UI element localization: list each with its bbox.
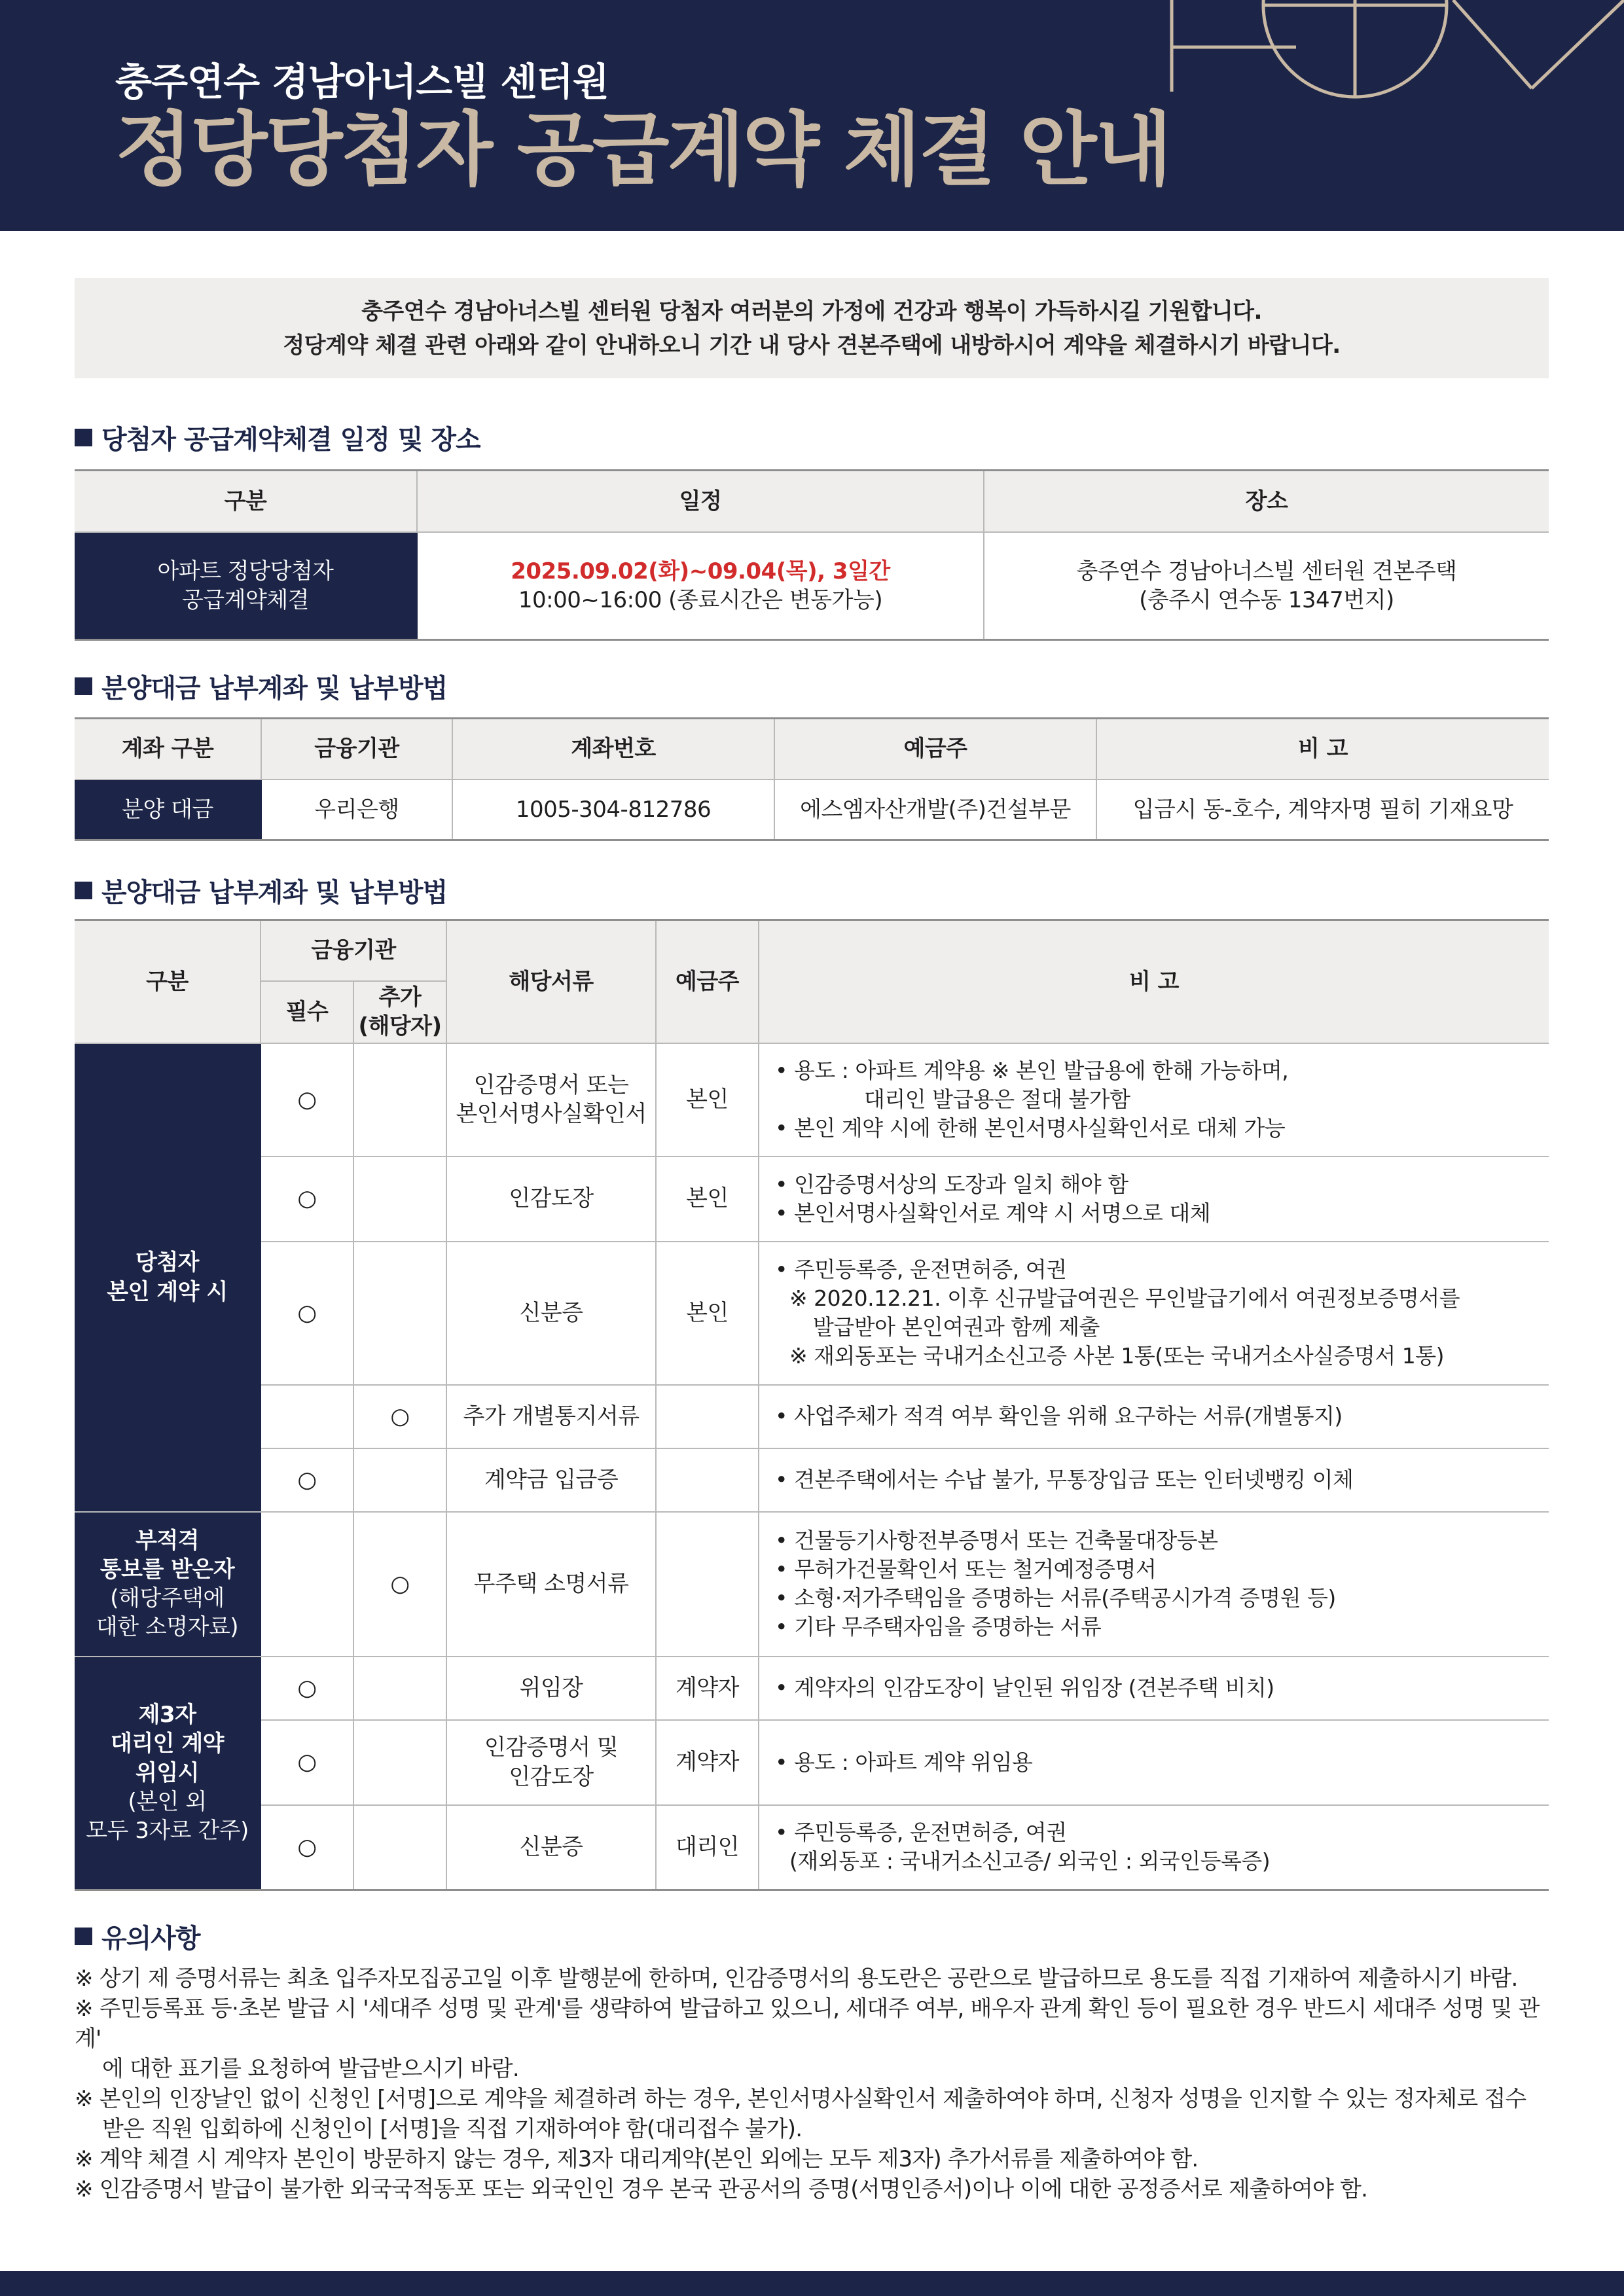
table-header: 예금주 bbox=[774, 719, 1096, 780]
additional-mark bbox=[353, 1043, 446, 1157]
note-line: 에 대한 표기를 요청하여 발급받으시기 바람. bbox=[102, 2056, 519, 2082]
document-name: 위임장 bbox=[446, 1657, 656, 1720]
table-header: 구분 bbox=[75, 920, 261, 1043]
square-bullet-icon bbox=[75, 429, 92, 446]
intro-line-2: 정당계약 체결 관련 아래와 같이 안내하오니 기간 내 당사 견본주택에 내방하시어 계약을 체결하시기 바랍니다. bbox=[283, 332, 1341, 359]
note-line: 받은 직원 입회하에 신청인이 [서명]을 직접 기재하여야 함(대리접수 불가). bbox=[102, 2116, 803, 2142]
table-header: 필수 bbox=[261, 981, 353, 1043]
bank-name-cell: 우리은행 bbox=[261, 780, 452, 840]
table-row bbox=[75, 1512, 1549, 1657]
schedule-date-cell bbox=[417, 532, 984, 640]
table-row bbox=[75, 1448, 1549, 1512]
table-header: 계좌번호 bbox=[452, 719, 774, 780]
remarks-cell: • 주민등록증, 운전면허증, 여권 (재외동포 : 국내거소신고증/ 외국인 : 외국인등록증) bbox=[759, 1805, 1549, 1890]
contract-date-range: 2025.09.02(화)~09.04(목), 3일간 bbox=[511, 558, 890, 584]
table-header: 장소 bbox=[984, 471, 1549, 532]
intro-message-box bbox=[75, 278, 1549, 378]
account-remarks-cell: 입금시 동-호수, 계약자명 필히 기재요망 bbox=[1096, 780, 1549, 840]
document-name: 추가 개별통지서류 bbox=[446, 1385, 656, 1448]
table-header: 해당서류 bbox=[446, 920, 656, 1043]
table-row bbox=[75, 1385, 1549, 1448]
table-header: 일정 bbox=[417, 471, 984, 532]
document-name: 인감도장 bbox=[446, 1157, 656, 1242]
additional-mark bbox=[353, 1157, 446, 1242]
table-row bbox=[75, 1043, 1549, 1157]
holder-cell: 본인 bbox=[656, 1242, 759, 1385]
required-mark: ○ bbox=[261, 1157, 353, 1242]
additional-mark bbox=[353, 1242, 446, 1385]
table-header: 구분 bbox=[75, 471, 417, 532]
remarks-cell: • 용도 : 아파트 계약용 ※ 본인 발급용에 한해 가능하며, 대리인 발급용은 절대 불가함 • 본인 계약 시에 한해 본인서명사실확인서로 대체 가능 bbox=[759, 1043, 1549, 1157]
table-row bbox=[75, 1720, 1549, 1805]
note-line: ※ 인감증명서 발급이 불가한 외국국적동포 또는 외국인인 경우 본국 관공서의 증명(서명인증서)이나 이에 대한 공정증서로 제출하여야 함. bbox=[75, 2176, 1368, 2202]
section-title-schedule bbox=[75, 419, 480, 456]
section-title-text: 유의사항 bbox=[101, 1924, 200, 1954]
table-header: 추가 (해당자) bbox=[353, 981, 446, 1043]
additional-mark: ○ bbox=[353, 1385, 446, 1448]
note-line: ※ 주민등록표 등·초본 발급 시 '세대주 성명 및 관계'를 생략하여 발급하고 있으니, 세대주 여부, 배우자 관계 확인 등이 필요한 경우 반드시 세대주 성명 및 관계' bbox=[75, 1996, 1540, 2052]
document-name: 인감증명서 또는 본인서명사실확인서 bbox=[446, 1043, 656, 1157]
required-mark: ○ bbox=[261, 1448, 353, 1512]
table-row bbox=[75, 1157, 1549, 1242]
group-ineligible: 부적격 통보를 받은자 (해당주택에 대한 소명자료) bbox=[75, 1512, 261, 1657]
holder-cell bbox=[656, 1385, 759, 1448]
table-header: 금융기관 bbox=[261, 719, 452, 780]
footer-bar bbox=[0, 2271, 1624, 2296]
contract-time: 10:00~16:00 (종료시간은 변동가능) bbox=[518, 586, 883, 613]
holder-cell: 계약자 bbox=[656, 1720, 759, 1805]
document-name: 신분증 bbox=[446, 1242, 656, 1385]
table-header: 계좌 구분 bbox=[75, 719, 261, 780]
account-table bbox=[75, 717, 1549, 841]
section-title-text: 분양대금 납부계좌 및 납부방법 bbox=[101, 673, 448, 704]
holder-cell: 대리인 bbox=[656, 1805, 759, 1890]
table-row bbox=[75, 1657, 1549, 1720]
additional-mark: ○ bbox=[353, 1512, 446, 1657]
required-mark bbox=[261, 1512, 353, 1657]
remarks-cell: • 사업주체가 적격 여부 확인을 위해 요구하는 서류(개별통지) bbox=[759, 1385, 1549, 1448]
remarks-cell: • 용도 : 아파트 계약 위임용 bbox=[759, 1720, 1549, 1805]
group-proxy: 제3자 대리인 계약 위임시 (본인 외 모두 3자로 간주) bbox=[75, 1657, 261, 1890]
schedule-table bbox=[75, 469, 1549, 641]
table-header: 예금주 bbox=[656, 920, 759, 1043]
remarks-cell: • 계약자의 인감도장이 날인된 위임장 (견본주택 비치) bbox=[759, 1657, 1549, 1720]
page-title: 정당당첨자 공급계약 체결 안내 bbox=[115, 103, 1170, 196]
additional-mark bbox=[353, 1805, 446, 1890]
account-number-cell: 1005-304-812786 bbox=[452, 780, 774, 840]
square-bullet-icon bbox=[75, 1928, 92, 1945]
remarks-cell: • 인감증명서상의 도장과 일치 해야 함 • 본인서명사실확인서로 계약 시 서명으로 대체 bbox=[759, 1157, 1549, 1242]
table-header: 비 고 bbox=[759, 920, 1549, 1043]
holder-cell bbox=[656, 1448, 759, 1512]
header-subtitle: 충주연수 경남아너스빌 센터원 bbox=[115, 60, 609, 104]
schedule-category-cell: 아파트 정당당첨자 공급계약체결 bbox=[75, 532, 417, 640]
required-mark bbox=[261, 1385, 353, 1448]
additional-mark bbox=[353, 1448, 446, 1512]
notes-list bbox=[75, 1964, 1554, 2204]
additional-mark bbox=[353, 1720, 446, 1805]
account-holder-cell: 에스엠자산개발(주)건설부문 bbox=[774, 780, 1096, 840]
table-row bbox=[75, 1805, 1549, 1890]
holder-cell: 본인 bbox=[656, 1157, 759, 1242]
document-name: 계약금 입금증 bbox=[446, 1448, 656, 1512]
section-title-documents bbox=[75, 872, 447, 909]
square-bullet-icon bbox=[75, 882, 92, 899]
remarks-cell: • 건물등기사항전부증명서 또는 건축물대장등본 • 무허가건물확인서 또는 철거예정증명서 • 소형·저가주택임을 증명하는 서류(주택공시가격 증명원 등) • 기타 무주택자임을 증명하는 서류 bbox=[759, 1512, 1549, 1657]
group-self-contract: 당첨자 본인 계약 시 bbox=[75, 1043, 261, 1512]
remarks-cell: • 주민등록증, 운전면허증, 여권 ※ 2020.12.21. 이후 신규발급여권은 무인발급기에서 여권정보증명서를 발급받아 본인여권과 함께 제출 ※ 재외동포는 국내거소신고증 사본 1통(또는 국내거소사실증명서 1통) bbox=[759, 1242, 1549, 1385]
additional-mark bbox=[353, 1657, 446, 1720]
account-type-cell: 분양 대금 bbox=[75, 780, 261, 840]
section-title-text: 당첨자 공급계약체결 일정 및 장소 bbox=[101, 425, 480, 455]
square-bullet-icon bbox=[75, 677, 92, 695]
table-header: 금융기관 bbox=[261, 920, 446, 981]
schedule-place-cell: 충주연수 경남아너스빌 센터원 견본주택 (충주시 연수동 1347번지) bbox=[984, 532, 1549, 640]
note-line: ※ 상기 제 증명서류는 최초 입주자모집공고일 이후 발행분에 한하며, 인감증명서의 용도란은 공란으로 발급하므로 용도를 직접 기재하여 제출하시기 바람. bbox=[75, 1965, 1518, 1992]
required-mark: ○ bbox=[261, 1242, 353, 1385]
holder-cell bbox=[656, 1512, 759, 1657]
header-banner bbox=[0, 0, 1624, 231]
section-title-notes bbox=[75, 1918, 200, 1955]
documents-table bbox=[75, 919, 1549, 1891]
note-line: ※ 본인의 인장날인 없이 신청인 [서명]으로 계약을 체결하려 하는 경우, 본인서명사실확인서 제출하여야 하며, 신청자 성명을 인지할 수 있는 정자체로 접수 bbox=[75, 2086, 1526, 2112]
intro-line-1: 충주연수 경남아너스빌 센터원 당첨자 여러분의 가정에 건강과 행복이 가득하시길 기원합니다. bbox=[361, 298, 1262, 325]
holder-cell: 계약자 bbox=[656, 1657, 759, 1720]
remarks-cell: • 견본주택에서는 수납 불가, 무통장입금 또는 인터넷뱅킹 이체 bbox=[759, 1448, 1549, 1512]
document-name: 인감증명서 및 인감도장 bbox=[446, 1720, 656, 1805]
required-mark: ○ bbox=[261, 1043, 353, 1157]
decorative-line-art bbox=[1159, 0, 1624, 231]
document-name: 무주택 소명서류 bbox=[446, 1512, 656, 1657]
table-header: 비 고 bbox=[1096, 719, 1549, 780]
table-row bbox=[75, 1242, 1549, 1385]
required-mark: ○ bbox=[261, 1657, 353, 1720]
section-title-account bbox=[75, 668, 447, 705]
required-mark: ○ bbox=[261, 1805, 353, 1890]
section-title-text: 분양대금 납부계좌 및 납부방법 bbox=[101, 878, 448, 908]
required-mark: ○ bbox=[261, 1720, 353, 1805]
document-name: 신분증 bbox=[446, 1805, 656, 1890]
note-line: ※ 계약 체결 시 계약자 본인이 방문하지 않는 경우, 제3자 대리계약(본인 외에는 모두 제3자) 추가서류를 제출하여야 함. bbox=[75, 2146, 1199, 2172]
holder-cell: 본인 bbox=[656, 1043, 759, 1157]
